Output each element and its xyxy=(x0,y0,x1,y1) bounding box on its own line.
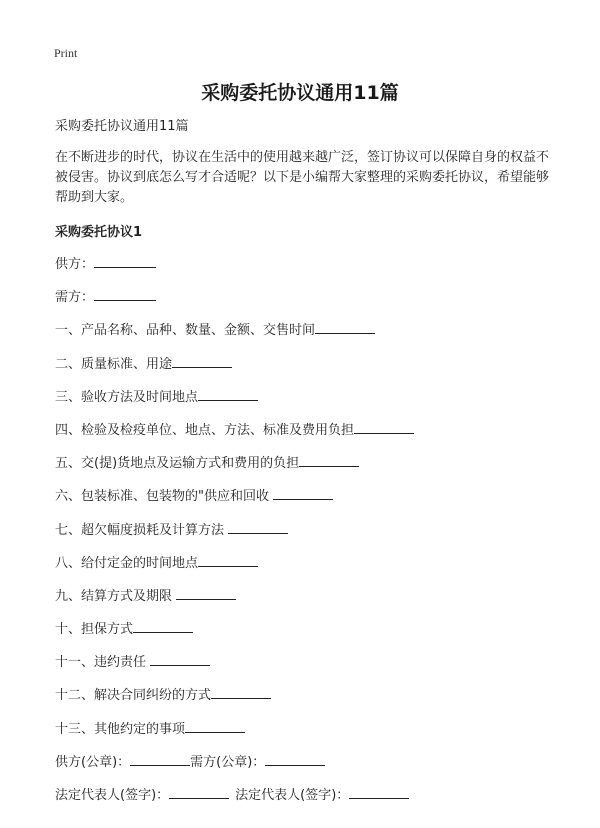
fill-in-blank xyxy=(211,685,271,699)
buyer-label: 需方： xyxy=(55,290,95,306)
buyer-seal-label: 需方(公章)： xyxy=(190,754,266,770)
clause-item xyxy=(55,453,555,471)
fill-in-blank xyxy=(299,453,359,467)
fill-in-blank xyxy=(94,287,156,301)
clause-item xyxy=(55,619,555,637)
fill-in-blank xyxy=(185,719,245,733)
clause-label: 四、检验及检疫单位、地点、方法、标准及费用负担 xyxy=(55,422,355,438)
clause-item xyxy=(55,420,555,438)
clause-item xyxy=(55,387,555,405)
fill-in-blank xyxy=(349,785,409,799)
clause-item xyxy=(55,719,555,737)
fill-in-blank xyxy=(176,586,236,600)
fill-in-blank xyxy=(130,752,190,766)
intro-paragraph: 在不断进步的时代，协议在生活中的使用越来越广泛，签订协议可以保障自身的权益不被侵害。协议到底怎么写才合适呢？以下是小编帮大家整理的采购委托协议，希望能够帮助到大家。 xyxy=(55,150,550,205)
seal-line xyxy=(55,752,555,770)
clause-label: 一、产品名称、品种、数量、金额、交售时间 xyxy=(55,323,316,339)
fill-in-blank xyxy=(150,652,210,666)
fill-in-blank xyxy=(172,354,232,368)
fill-in-blank xyxy=(273,486,333,500)
fill-in-blank xyxy=(94,254,156,268)
clause-item xyxy=(55,553,555,571)
clause-label: 十二、解决合同纠纷的方式 xyxy=(55,688,212,704)
clause-item xyxy=(55,652,555,670)
fill-in-blank xyxy=(228,520,288,534)
fill-in-blank xyxy=(198,553,258,567)
clause-item xyxy=(55,520,555,538)
page-title: 采购委托协议通用11篇 xyxy=(201,82,399,104)
supplier-field xyxy=(55,254,555,272)
clause-label: 十一、违约责任 xyxy=(55,655,151,671)
clause-item xyxy=(55,586,555,604)
clause-label: 十、担保方式 xyxy=(55,622,134,638)
fill-in-blank xyxy=(354,420,414,434)
clause-item xyxy=(55,486,555,504)
print-link[interactable]: Print xyxy=(54,46,78,60)
buyer-rep-label: 法定代表人(签字)： xyxy=(235,788,350,803)
supplier-seal-label: 供方(公章)： xyxy=(55,754,131,770)
clause-item xyxy=(55,685,555,703)
representative-line xyxy=(55,785,555,803)
fill-in-blank xyxy=(265,752,325,766)
clause-label: 八、给付定金的时间地点 xyxy=(55,555,199,571)
clause-label: 二、质量标准、用途 xyxy=(55,356,173,372)
clause-label: 七、超欠幅度损耗及计算方法 xyxy=(55,522,229,538)
section-heading: 采购委托协议1 xyxy=(55,225,143,240)
clause-label: 九、结算方式及期限 xyxy=(55,588,177,604)
fill-in-blank xyxy=(315,320,375,334)
clause-label: 六、包装标准、包装物的"供应和回收 xyxy=(55,489,274,505)
fill-in-blank xyxy=(133,619,193,633)
clause-label: 三、验收方法及时间地点 xyxy=(55,389,199,405)
fill-in-blank xyxy=(198,387,258,401)
document-subtitle: 采购委托协议通用11篇 xyxy=(55,119,189,134)
buyer-field xyxy=(55,287,555,305)
fill-in-blank xyxy=(169,785,229,799)
clause-label: 十三、其他约定的事项 xyxy=(55,721,186,737)
clause-label: 五、交(提)货地点及运输方式和费用的负担 xyxy=(55,456,300,472)
supplier-label: 供方： xyxy=(55,257,95,272)
supplier-rep-label: 法定代表人(签字)： xyxy=(55,788,170,803)
clause-item xyxy=(55,320,555,338)
document-body xyxy=(55,118,555,818)
clause-item xyxy=(55,354,555,372)
